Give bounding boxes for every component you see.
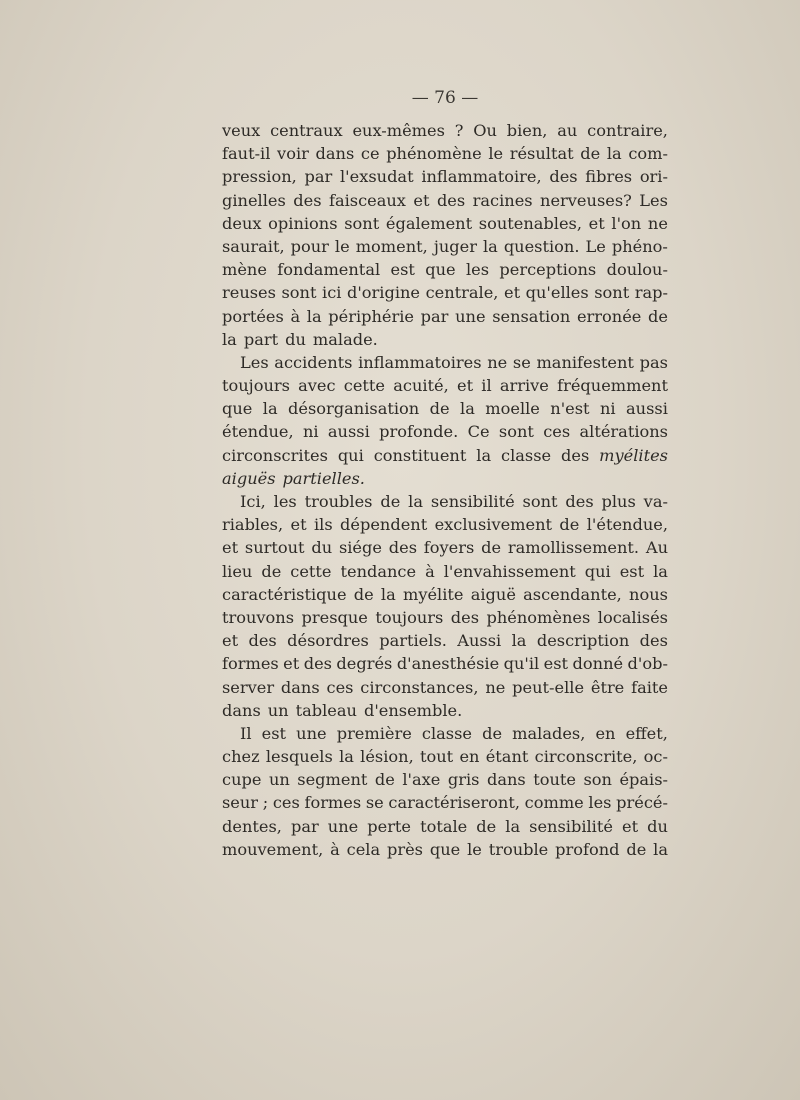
text-line: mouvement, à cela près que le trouble profond de la — [222, 839, 668, 859]
text-line: veux centraux eux-mêmes ? Ou bien, au contraire, — [222, 121, 668, 140]
text-line: aiguës partielles. — [222, 468, 365, 488]
text-line: et des désordres partiels. Aussi la description des — [222, 631, 668, 651]
body-text — [222, 119, 668, 861]
text-line: pression, par l'exsudat inflammatoire, des fibres ori- — [222, 167, 668, 187]
text-line: deux opinions sont également soutenables, et l'on ne — [222, 213, 668, 233]
text-line: lieu de cette tendance à l'envahissement qui est la — [222, 561, 668, 581]
text-line: reuses sont ici d'origine centrale, et qu'elles sont rap- — [222, 283, 668, 303]
text-line: seur ; ces formes se caractériseront, comme les précé- — [222, 793, 668, 813]
text-line: cupe un segment de l'axe gris dans toute son épais- — [222, 770, 668, 790]
text-line: dans un tableau d'ensemble. — [222, 700, 463, 720]
text-line: formes et des degrés d'anesthésie qu'il est donné d'ob- — [222, 654, 668, 674]
text-line: ginelles des faisceaux et des racines nerveuses? Les — [222, 190, 668, 210]
text-line: server dans ces circonstances, ne peut-elle être faite — [222, 677, 668, 697]
text-line: saurait, pour le moment, juger la question. Le phéno- — [222, 236, 668, 256]
text-line: Ici, les troubles de la sensibilité sont des plus va- — [240, 492, 668, 511]
text-line: que la désorganisation de la moelle n'est ni aussi — [222, 399, 668, 419]
text-line: dentes, par une perte totale de la sensibilité et du — [222, 816, 668, 836]
text-line: trouvons presque toujours des phénomènes localisés — [222, 607, 668, 627]
text-line: faut-il voir dans ce phénomène le résultat de la com- — [222, 144, 668, 164]
text-line: la part du malade. — [222, 329, 378, 349]
text-line: toujours avec cette acuité, et il arrive fréquemment — [222, 376, 668, 396]
text-line: caractéristique de la myélite aiguë ascendante, nous — [222, 584, 668, 604]
text-line: circonscrites qui constituent la classe des myélites — [222, 445, 668, 465]
text-line: riables, et ils dépendent exclusivement de l'étendue, — [222, 515, 668, 535]
text-line: étendue, ni aussi profonde. Ce sont ces altérations — [222, 422, 668, 442]
text-line: chez lesquels la lésion, tout en étant circonscrite, oc- — [222, 747, 668, 767]
text-line: et surtout du siége des foyers de ramollissement. Au — [222, 538, 668, 558]
page-number: — 76 — — [411, 88, 479, 108]
text-line: Il est une première classe de malades, en effet, — [240, 723, 668, 743]
text-line: portées à la périphérie par une sensation erronée de — [222, 306, 668, 326]
text-line: Les accidents inflammatoires ne se manifestent pas — [240, 352, 668, 372]
text-line: mène fondamental est que les perceptions doulou- — [222, 260, 668, 280]
